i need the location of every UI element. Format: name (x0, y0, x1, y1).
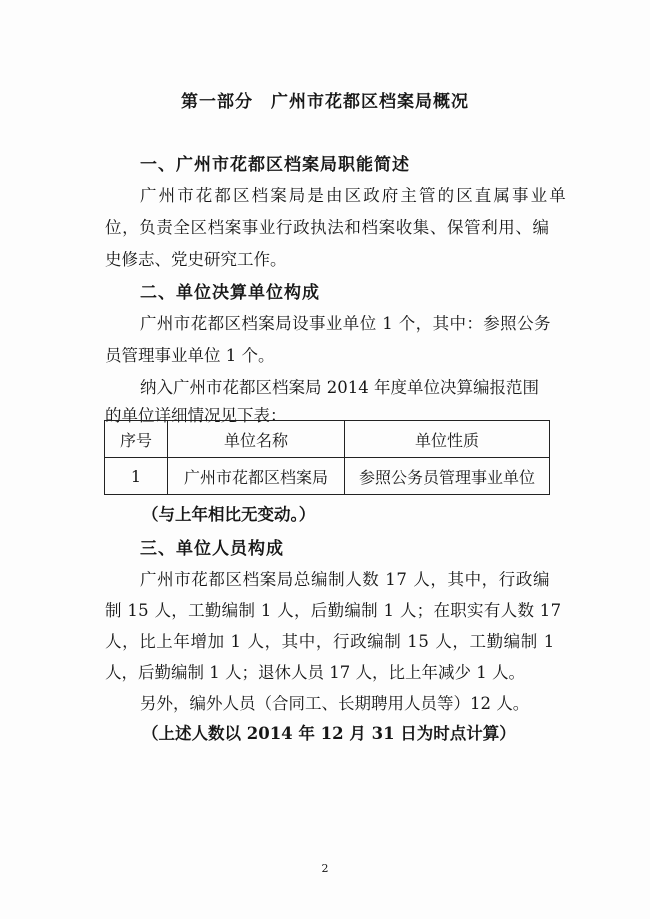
section2-line-1: 广州市花都区档案局设事业单位 1 个，其中：参照公务 (140, 314, 551, 333)
table-cell-unit-type: 参照公务员管理事业单位 (345, 458, 550, 495)
section1-line-1: 广州市花都区档案局是由区政府主管的区直属事业单 (140, 186, 568, 205)
table-cell-index: 1 (105, 458, 168, 495)
section2-line-4: 的单位详细情况见下表： (105, 406, 287, 425)
section3-line-3: 人，比上年增加 1 人，其中，行政编制 15 人，工勤编制 1 (105, 632, 555, 651)
table-header-unit-type: 单位性质 (345, 421, 550, 458)
page-title: 第一部分 广州市花都区档案局概况 (181, 92, 469, 112)
section2-line-3: 纳入广州市花都区档案局 2014 年度单位决算编报范围 (140, 378, 539, 397)
page-number: 2 (321, 862, 329, 875)
table-header-index: 序号 (105, 421, 168, 458)
section1-heading: 一、广州市花都区档案局职能简述 (140, 155, 410, 175)
section2-line-2: 员管理事业单位 1 个。 (105, 346, 275, 365)
section2-heading: 二、单位决算单位构成 (140, 283, 320, 303)
table-cell-unit-name: 广州市花都区档案局 (168, 458, 345, 495)
section1-line-3: 史修志、党史研究工作。 (105, 250, 287, 269)
table-header-row (105, 421, 550, 458)
section3-line-2: 制 15 人，工勤编制 1 人，后勤编制 1 人；在职实有人数 17 (105, 601, 562, 620)
section3-line-4: 人，后勤编制 1 人；退休人员 17 人，比上年减少 1 人。 (105, 663, 525, 682)
section3-line-1: 广州市花都区档案局总编制人数 17 人，其中，行政编 (140, 570, 551, 589)
table-row (105, 458, 550, 495)
section3-note: （上述人数以 2014 年 12 月 31 日为时点计算） (142, 724, 516, 743)
section3-heading: 三、单位人员构成 (140, 539, 284, 559)
section3-line-5: 另外，编外人员（合同工、长期聘用人员等）12 人。 (140, 694, 530, 713)
section2-note: （与上年相比无变动。） (142, 505, 316, 524)
table-header-unit-name: 单位名称 (168, 421, 345, 458)
units-table (104, 420, 550, 495)
section1-line-2: 位，负责全区档案事业行政执法和档案收集、保管利用、编 (105, 218, 550, 237)
